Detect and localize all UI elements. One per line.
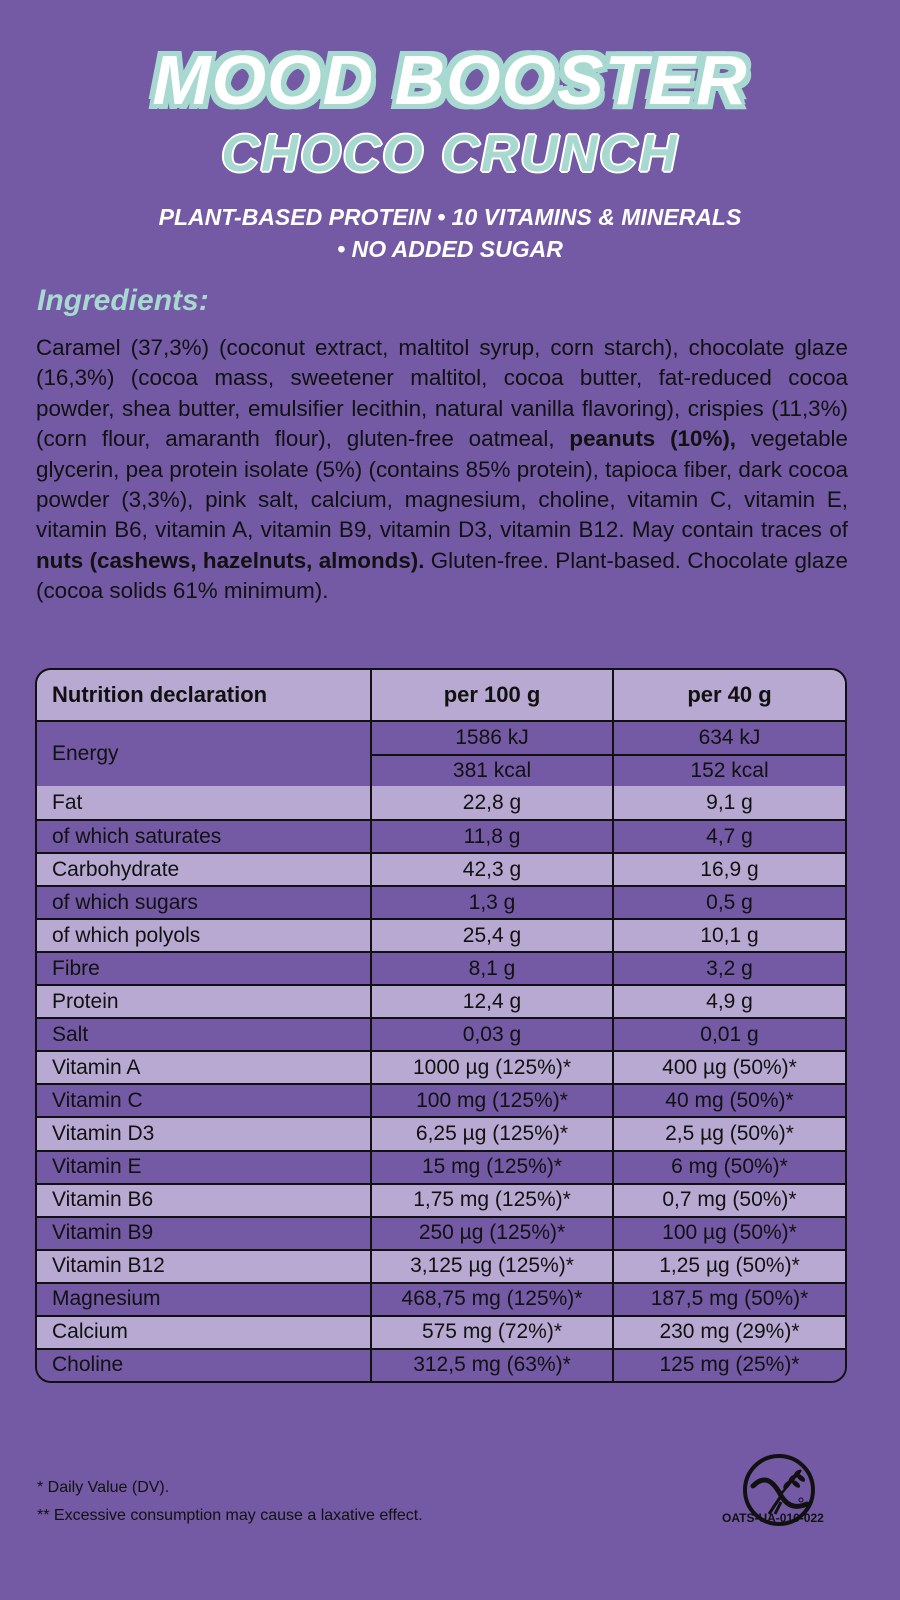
table-row	[37, 1282, 845, 1315]
cell: 4,9 g	[706, 989, 753, 1013]
table-row	[37, 918, 845, 951]
cell: 3,125 µg (125%)*	[372, 1251, 614, 1282]
cell: 0,01 g	[700, 1022, 759, 1046]
cell: 125 mg (25%)*	[659, 1353, 800, 1377]
cell: 1000 µg (125%)*	[372, 1052, 614, 1083]
table-row	[37, 852, 845, 885]
row-label: Fat	[37, 786, 372, 819]
table-row	[37, 885, 845, 918]
row-label: Vitamin A	[37, 1052, 372, 1083]
header-cell: Nutrition declaration	[37, 670, 372, 720]
product-title: MOOD BOOSTER	[152, 41, 748, 119]
row-label: Vitamin B9	[37, 1218, 372, 1249]
cell: 312,5 mg (63%)*	[372, 1350, 614, 1381]
table-row	[37, 1216, 845, 1249]
row-label: Magnesium	[37, 1284, 372, 1315]
table-row	[37, 1083, 845, 1116]
row-label: Fibre	[37, 953, 372, 984]
ingredients-text	[36, 333, 848, 607]
cell: 3,2 g	[706, 956, 753, 980]
cell: 8,1 g	[372, 953, 614, 984]
row-label: Salt	[37, 1019, 372, 1050]
cell: 1,3 g	[372, 887, 614, 918]
cell: 15 mg (125%)*	[372, 1152, 614, 1183]
cell: 1,75 mg (125%)*	[372, 1185, 614, 1216]
table-row	[37, 1348, 845, 1381]
cell: 1586 kJ	[455, 726, 529, 749]
row-label: Vitamin D3	[37, 1118, 372, 1149]
allergen-peanuts: peanuts (10%),	[569, 426, 737, 452]
allergen-nuts: nuts (cashews, hazelnuts, almonds).	[36, 547, 425, 573]
cell: 0,03 g	[372, 1019, 614, 1050]
cell: 40 mg (50%)*	[665, 1088, 794, 1112]
row-label: of which saturates	[37, 821, 372, 852]
cell: 575 mg (72%)*	[372, 1317, 614, 1348]
claims-line-2: • NO ADDED SUGAR	[337, 236, 563, 262]
row-label: Vitamin B12	[37, 1251, 372, 1282]
row-label: of which sugars	[37, 887, 372, 918]
row-label: Calcium	[37, 1317, 372, 1348]
row-label: Carbohydrate	[37, 854, 372, 885]
cell: 152 kcal	[614, 754, 845, 786]
cell: 16,9 g	[700, 857, 759, 881]
ingredients-heading: Ingredients:	[37, 284, 209, 317]
cell: 6,25 µg (125%)*	[372, 1118, 614, 1149]
cell: 22,8 g	[372, 786, 614, 819]
cell: 6 mg (50%)*	[671, 1155, 788, 1179]
cell: 10,1 g	[700, 923, 759, 947]
table-header	[37, 670, 845, 720]
cell: 250 µg (125%)*	[372, 1218, 614, 1249]
cell: 12,4 g	[372, 986, 614, 1017]
footnote-laxative: ** Excessive consumption may cause a laxative effect.	[37, 1507, 423, 1524]
cell: 9,1 g	[706, 790, 753, 814]
table-row	[37, 1150, 845, 1183]
cell: 0,5 g	[706, 890, 753, 914]
table-row	[37, 786, 845, 819]
header-cell: per 40 g	[687, 682, 772, 707]
cell: 468,75 mg (125%)*	[372, 1284, 614, 1315]
cell: 2,5 µg (50%)*	[665, 1121, 794, 1145]
cell: 100 mg (125%)*	[372, 1085, 614, 1116]
cell: 381 kcal	[372, 754, 612, 786]
header-cell: per 100 g	[372, 670, 614, 720]
ingredients-part: Caramel (37,3%) (coconut extract, maltitol syrup, corn starch), chocolate glaze (16,3%) (cocoa mass, sweetener maltitol, cocoa butter, fat-reduced cocoa powder, shea butter, emulsifier lecithin, natural vanilla flavoring), crispies (11,3%) (corn flour, amaranth flour), gluten-free oatmeal,	[36, 335, 848, 452]
row-label: Vitamin E	[37, 1152, 372, 1183]
cell: 11,8 g	[372, 821, 614, 852]
table-row	[37, 1017, 845, 1050]
cell: 634 kJ	[698, 726, 761, 749]
row-label: Vitamin B6	[37, 1185, 372, 1216]
row-label: Energy	[37, 722, 372, 786]
table-row	[37, 984, 845, 1017]
row-label: Choline	[37, 1350, 372, 1381]
cell: 1,25 µg (50%)*	[659, 1254, 800, 1278]
nutrition-table	[35, 668, 847, 1383]
ingredients-part: vegetable glycerin, pea protein isolate (5%) (contains 85% protein), tapioca fiber, dark cocoa powder (3,3%), pink salt, calcium, magnesium, choline, vitamin C, vitamin E, vitamin B6, vitamin A, vitamin B9, vitamin D3, vitamin B12. May contain traces of	[36, 426, 848, 543]
table-row	[37, 951, 845, 984]
cell: 4,7 g	[706, 824, 753, 848]
cell: 42,3 g	[372, 854, 614, 885]
row-label: of which polyols	[37, 920, 372, 951]
ingredients-part: Gluten-free. Plant-based. Chocolate glaze (cocoa solids 61% minimum).	[36, 547, 848, 604]
cell: 25,4 g	[372, 920, 614, 951]
cell: 0,7 mg (50%)*	[662, 1188, 797, 1212]
table-row	[37, 819, 845, 852]
table-row	[37, 1116, 845, 1149]
table-row	[37, 1249, 845, 1282]
table-row-energy	[37, 720, 845, 786]
cell: 100 µg (50%)*	[662, 1221, 797, 1245]
row-label: Vitamin C	[37, 1085, 372, 1116]
product-subtitle: CHOCO CRUNCH	[221, 125, 679, 183]
row-label: Protein	[37, 986, 372, 1017]
table-row	[37, 1050, 845, 1083]
footnote-dv: * Daily Value (DV).	[37, 1479, 170, 1496]
claims-line-1: PLANT-BASED PROTEIN • 10 VITAMINS & MINERALS	[158, 204, 742, 230]
cell: 230 mg (29%)*	[659, 1320, 800, 1344]
table-row	[37, 1183, 845, 1216]
certification-code: OATS-UA-010-022	[722, 1511, 824, 1525]
cell: 187,5 mg (50%)*	[650, 1287, 809, 1311]
table-row	[37, 1315, 845, 1348]
cell: 400 µg (50%)*	[662, 1055, 797, 1079]
